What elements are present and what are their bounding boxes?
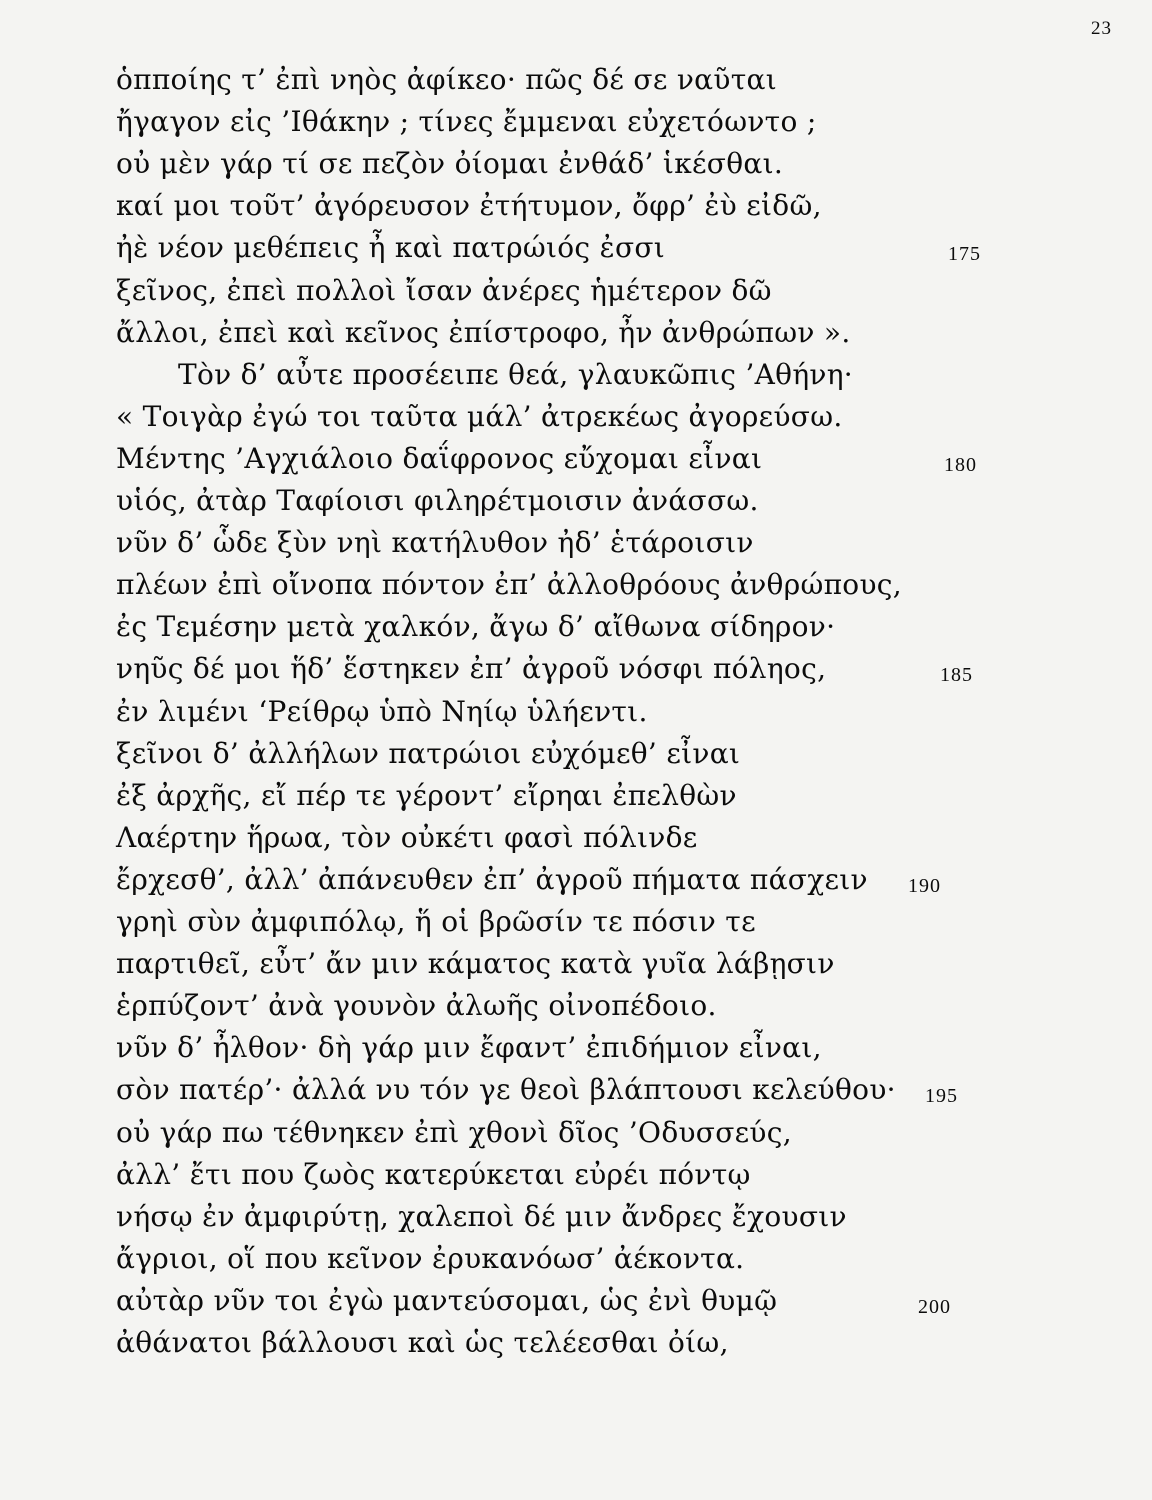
verse-text: οὐ μὲν γάρ τί σε πεζὸν ὀίομαι ἐνθάδ’ ἱκέσθαι.: [116, 147, 784, 180]
verse-line: [0, 58, 1152, 102]
line-number: 185: [940, 664, 973, 686]
verse-text: γρηὶ σὺν ἀμφιπόλῳ, ἥ οἱ βρῶσίν τε πόσιν τε: [116, 905, 756, 938]
page-number: 23: [1091, 18, 1112, 39]
line-number: 195: [925, 1085, 958, 1107]
verse-text: ἄγριοι, οἵ που κεῖνον ἐρυκανόωσ’ ἀέκοντα.: [116, 1242, 745, 1275]
verse-line: [0, 1195, 1152, 1239]
verse-text: καί μοι τοῦτ’ ἀγόρευσον ἐτήτυμον, ὄφρ’ ἐὺ εἰδῶ,: [116, 189, 822, 222]
verse-line: [0, 395, 1152, 439]
verse-text: ἑρπύζοντ’ ἀνὰ γουνὸν ἀλωῆς οἰνοπέδοιο.: [116, 989, 717, 1022]
verse-text: ἀλλ’ ἔτι που ζωὸς κατερύκεται εὐρέι πόντῳ: [116, 1158, 751, 1191]
verse-line: [0, 437, 1152, 481]
verse-text: πλέων ἐπὶ οἴνοπα πόντον ἐπ’ ἀλλοθρόους ἀνθρώπους,: [116, 568, 902, 601]
verse-text: « Τοιγὰρ ἐγώ τοι ταῦτα μάλ’ ἀτρεκέως ἀγορεύσω.: [116, 400, 843, 433]
verse-text: ἠὲ νέον μεθέπεις ἦ καὶ πατρώιός ἐσσι: [116, 231, 666, 264]
verse-text: νήσῳ ἐν ἀμφιρύτῃ, χαλεποὶ δέ μιν ἄνδρες ἔχουσιν: [116, 1200, 847, 1233]
verse-line: [0, 353, 1152, 397]
verse-line: [0, 858, 1152, 902]
verse-text: Τὸν δ’ αὖτε προσέειπε θεά, γλαυκῶπις ’Αθήνη·: [178, 358, 854, 391]
verse-text: νῦν δ’ ἦλθον· δὴ γάρ μιν ἔφαντ’ ἐπιδήμιον εἶναι,: [116, 1031, 822, 1064]
verse-text: Λαέρτην ἥρωα, τὸν οὐκέτι φασὶ πόλινδε: [116, 821, 698, 854]
verse-line: [0, 647, 1152, 691]
verse-text: ξεῖνος, ἐπεὶ πολλοὶ ἴσαν ἀνέρες ἡμέτερον δῶ: [116, 274, 772, 307]
verse-text: ἄλλοι, ἐπεὶ καὶ κεῖνος ἐπίστροφο, ἦν ἀνθρώπων ».: [116, 316, 851, 349]
line-number: 190: [908, 875, 941, 897]
verse-line: [0, 563, 1152, 607]
verse-text: ξεῖνοι δ’ ἀλλήλων πατρώιοι εὐχόμεθ’ εἶναι: [116, 737, 741, 770]
verse-line: [0, 732, 1152, 776]
verse-line: [0, 1026, 1152, 1070]
verse-text: ἐς Τεμέσην μετὰ χαλκόν, ἄγω δ’ αἴθωνα σίδηρον·: [116, 610, 836, 643]
verse-line: [0, 605, 1152, 649]
verse-line: [0, 1153, 1152, 1197]
verse-text: ἐξ ἀρχῆς, εἴ πέρ τε γέροντ’ εἴρηαι ἐπελθὼν: [116, 779, 737, 812]
verse-text: ἀθάνατοι βάλλουσι καὶ ὡς τελέεσθαι ὀίω,: [116, 1326, 729, 1359]
verse-text: Μέντης ’Αγχιάλοιο δαΐφρονος εὔχομαι εἶναι: [116, 442, 763, 475]
verse-text: νηῦς δέ μοι ἥδ’ ἕστηκεν ἐπ’ ἀγροῦ νόσφι πόληος,: [116, 652, 827, 685]
verse-text: παρτιθεῖ, εὖτ’ ἄν μιν κάματος κατὰ γυῖα λάβῃσιν: [116, 947, 835, 980]
line-number: 175: [948, 243, 981, 265]
verse-text: ἤγαγον εἰς ’Ιθάκην ; τίνες ἔμμεναι εὐχετόωντο ;: [116, 105, 817, 138]
verse-text: υἱός, ἀτὰρ Ταφίοισι φιληρέτμοισιν ἀνάσσω.: [116, 484, 759, 517]
verse-line: [0, 774, 1152, 818]
verse-line: [0, 1111, 1152, 1155]
verse-line: [0, 1321, 1152, 1365]
line-number: 200: [918, 1296, 951, 1318]
verse-text: αὐτὰρ νῦν τοι ἐγὼ μαντεύσομαι, ὡς ἐνὶ θυμῷ: [116, 1284, 778, 1317]
verse-line: [0, 900, 1152, 944]
verse-line: [0, 1279, 1152, 1323]
verse-line: [0, 816, 1152, 860]
line-number: 180: [944, 454, 977, 476]
verse-text: ἔρχεσθ’, ἀλλ’ ἀπάνευθεν ἐπ’ ἀγροῦ πήματα πάσχειν: [116, 863, 868, 896]
verse-line: [0, 942, 1152, 986]
verse-line: [0, 521, 1152, 565]
verse-text: νῦν δ’ ὧδε ξὺν νηὶ κατήλυθον ἠδ’ ἑτάροισιν: [116, 526, 754, 559]
verse-line: [0, 1068, 1152, 1112]
verse-line: [0, 690, 1152, 734]
verse-line: [0, 1237, 1152, 1281]
verse-line: [0, 184, 1152, 228]
verse-text: ἐν λιμένι ‘Ρείθρῳ ὑπὸ Νηίῳ ὑλήεντι.: [116, 695, 648, 728]
verse-line: [0, 311, 1152, 355]
verse-line: [0, 479, 1152, 523]
verse-text: σὸν πατέρ’· ἀλλά νυ τόν γε θεοὶ βλάπτουσι κελεύθου·: [116, 1073, 896, 1106]
verse-line: [0, 226, 1152, 270]
verse-line: [0, 100, 1152, 144]
verse-line: [0, 142, 1152, 186]
verse-line: [0, 269, 1152, 313]
verse-text: οὐ γάρ πω τέθνηκεν ἐπὶ χθονὶ δῖος ’Οδυσσεύς,: [116, 1116, 792, 1149]
verse-line: [0, 984, 1152, 1028]
verse-text: ὁπποίης τ’ ἐπὶ νηὸς ἀφίκεο· πῶς δέ σε ναῦται: [116, 63, 777, 96]
